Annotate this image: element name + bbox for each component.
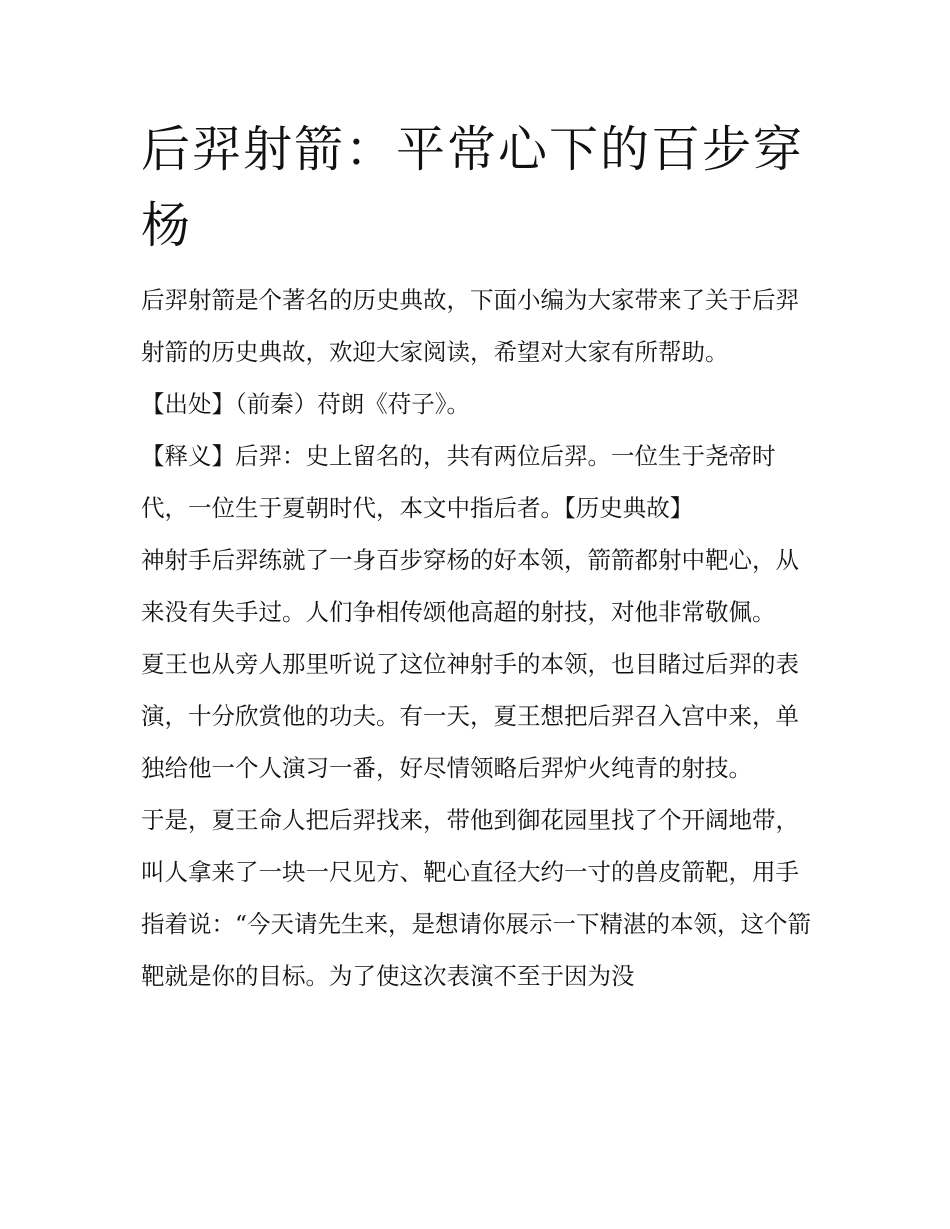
document-content <box>141 112 821 1002</box>
paragraph-story-2: 夏王也从旁人那里听说了这位神射手的本领，也目睹过后羿的表演，十分欣赏他的功夫。有一天，夏王想把后羿召入宫中来，单独给他一个人演习一番，好尽情领略后羿炉火纯青的射技。 <box>141 650 799 782</box>
paragraph-intro: 后羿射箭是个著名的历史典故，下面小编为大家带来了关于后羿射箭的历史典故，欢迎大家阅读，希望对大家有所帮助。 <box>141 286 799 366</box>
paragraph-definition: 【释义】后羿：史上留名的，共有两位后羿。一位生于尧帝时代，一位生于夏朝时代，本文中指后者。【历史典故】 <box>141 442 776 522</box>
document-title: 后羿射箭：平常心下的百步穿杨 <box>141 121 805 254</box>
paragraph-source: 【出处】（前秦）苻朗《苻子》。 <box>141 390 470 418</box>
paragraph-story-3: 于是，夏王命人把后羿找来，带他到御花园里找了个开阔地带，叫人拿来了一块一尺见方、靶心直径大约一寸的兽皮箭靶，用手指着说：“今天请先生来，是想请你展示一下精湛的本领，这个箭靶就是你的目标。为了使这次表演不至于因为没 <box>141 806 812 990</box>
paragraph-story-1: 神射手后羿练就了一身百步穿杨的好本领，箭箭都射中靶心，从来没有失手过。人们争相传颂他高超的射技，对他非常敬佩。 <box>141 546 799 626</box>
document-body <box>141 274 821 1002</box>
